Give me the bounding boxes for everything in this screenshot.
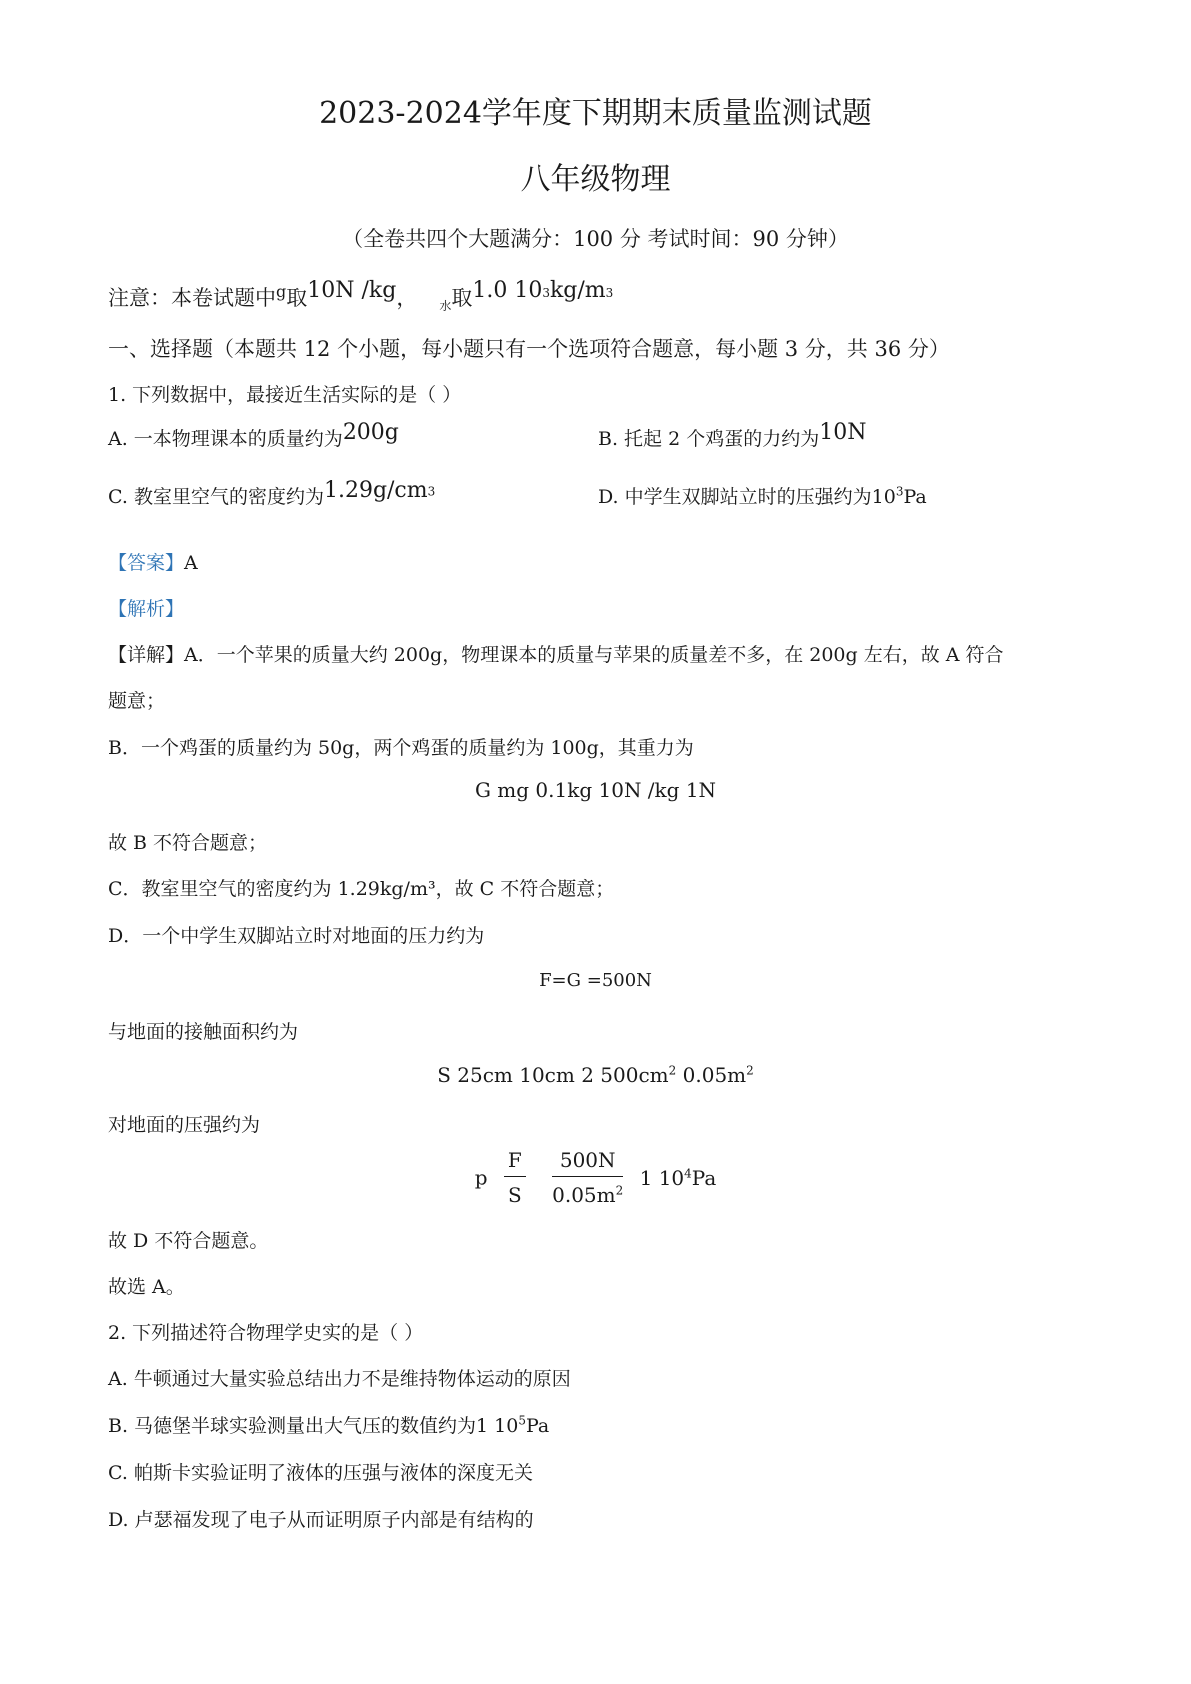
fraction-2-den-exp: 2 — [615, 1183, 624, 1198]
q2-option-c: C. 帕斯卡实验证明了液体的压强与液体的深度无关 — [108, 1462, 533, 1484]
fraction-f-over-s — [504, 1148, 526, 1207]
q1-option-c — [108, 478, 436, 509]
q1-option-b — [598, 420, 867, 451]
formula-area — [0, 1063, 1191, 1087]
note-line — [108, 278, 614, 314]
formula-area-tail-exp: 2 — [746, 1063, 754, 1078]
q1-option-d-value: 10 — [871, 486, 896, 508]
q1-option-c-exp: 3 — [427, 484, 436, 499]
note-comma: ， — [396, 286, 418, 310]
q1-option-b-text: B. 托起 2 个鸡蛋的力约为 — [598, 428, 820, 450]
answer-value: A — [184, 552, 198, 574]
note-rho-unit-exp: 3 — [605, 286, 614, 300]
fraction-500n-over-area — [552, 1148, 623, 1207]
formula-force: F=G =500N — [539, 970, 652, 991]
formula-pressure — [0, 1148, 1191, 1207]
pressure-result-exp: 4 — [684, 1165, 692, 1180]
detail-line-1: 【详解】A．一个苹果的质量大约 200g，物理课本的质量与苹果的质量差不多，在 200g 左右，故 A 符合 — [108, 644, 1004, 666]
note-rho-value: 1.0 10 — [472, 278, 543, 303]
pressure-symbol: p — [474, 1165, 488, 1190]
detail-line-7: 与地面的接触面积约为 — [108, 1021, 299, 1043]
detail-line-4: 故 B 不符合题意； — [108, 832, 268, 854]
q1-option-c-value: 1.29g/cm — [323, 478, 428, 503]
detail-line-3: B．一个鸡蛋的质量约为 50g，两个鸡蛋的质量约为 100g，其重力为 — [108, 737, 694, 759]
fraction-2-denominator — [552, 1177, 623, 1207]
detail-line-8: 对地面的压强约为 — [108, 1114, 261, 1136]
q1-stem: 1. 下列数据中，最接近生活实际的是（ ） — [108, 384, 462, 406]
pressure-result — [640, 1166, 717, 1190]
pressure-result-value: 1 10 — [639, 1165, 685, 1190]
q2-option-b-text: B. 马德堡半球实验测量出大气压的数值约为1 10 — [108, 1415, 519, 1437]
q2-stem: 2. 下列描述符合物理学史实的是（ ） — [108, 1322, 424, 1344]
note-g: g — [276, 282, 287, 301]
formula-area-main: S 25cm 10cm 2 500cm — [437, 1063, 669, 1087]
detail-line-9: 故 D 不符合题意。 — [108, 1230, 269, 1252]
section-heading: 一、选择题（本题共 12 个小题，每小题只有一个选项符合题意，每小题 3 分，共 36 分） — [108, 337, 950, 361]
q1-option-d-text: D. 中学生双脚站立时的压强约为 — [598, 486, 872, 508]
note-rho-unit: kg/m — [549, 278, 606, 303]
subject-title: 八年级物理 — [520, 162, 671, 197]
q1-option-d-exp: 3 — [895, 484, 904, 499]
analysis-label: 【解析】 — [108, 598, 185, 620]
note-take: 取 — [286, 286, 308, 310]
note-rho-sub: 水 — [439, 299, 452, 314]
q1-option-a-text: A. 一本物理课本的质量约为 — [108, 428, 343, 450]
exam-info: （全卷共四个大题满分：100 分 考试时间：90 分钟） — [342, 227, 849, 251]
note-take2: 取 — [451, 286, 473, 310]
q2-option-b-unit: Pa — [526, 1415, 550, 1437]
q1-option-c-text: C. 教室里空气的密度约为 — [108, 486, 324, 508]
q1-answer — [108, 548, 198, 575]
answer-label: 【答案】 — [108, 552, 185, 574]
note-prefix: 注意：本卷试题中 — [108, 286, 276, 310]
q1-option-d-unit: Pa — [903, 486, 927, 508]
q2-option-d: D. 卢瑟福发现了电子从而证明原子内部是有结构的 — [108, 1509, 534, 1531]
q1-option-d — [598, 482, 927, 509]
fraction-1-numerator: F — [504, 1148, 526, 1177]
note-g-value: 10N /kg — [307, 278, 397, 303]
detail-line-10: 故选 A。 — [108, 1276, 185, 1298]
note-rho-exp: 3 — [542, 286, 550, 300]
formula-area-exp: 2 — [668, 1063, 677, 1078]
q1-option-b-value: 10N — [819, 420, 867, 445]
detail-line-2: 题意； — [108, 690, 166, 712]
fraction-2-den-value: 0.05m — [552, 1183, 616, 1207]
detail-line-6: D．一个中学生双脚站立时对地面的压力约为 — [108, 925, 485, 947]
q2-option-b-exp: 5 — [518, 1413, 526, 1428]
q2-option-b — [108, 1411, 549, 1438]
formula-gravity: G mg 0.1kg 10N /kg 1N — [474, 778, 717, 802]
exam-title: 2023-2024学年度下期期末质量监测试题 — [319, 96, 872, 131]
fraction-1-denominator: S — [507, 1183, 522, 1207]
detail-line-5: C．教室里空气的密度约为 1.29kg/m³，故 C 不符合题意； — [108, 878, 615, 900]
formula-area-tail: 0.05m — [676, 1063, 747, 1087]
pressure-result-unit: Pa — [691, 1165, 717, 1190]
q1-option-a-value: 200g — [342, 420, 399, 445]
fraction-2-numerator: 500N — [552, 1148, 623, 1177]
q2-option-a: A. 牛顿通过大量实验总结出力不是维持物体运动的原因 — [108, 1368, 571, 1390]
q1-option-a — [108, 420, 399, 451]
